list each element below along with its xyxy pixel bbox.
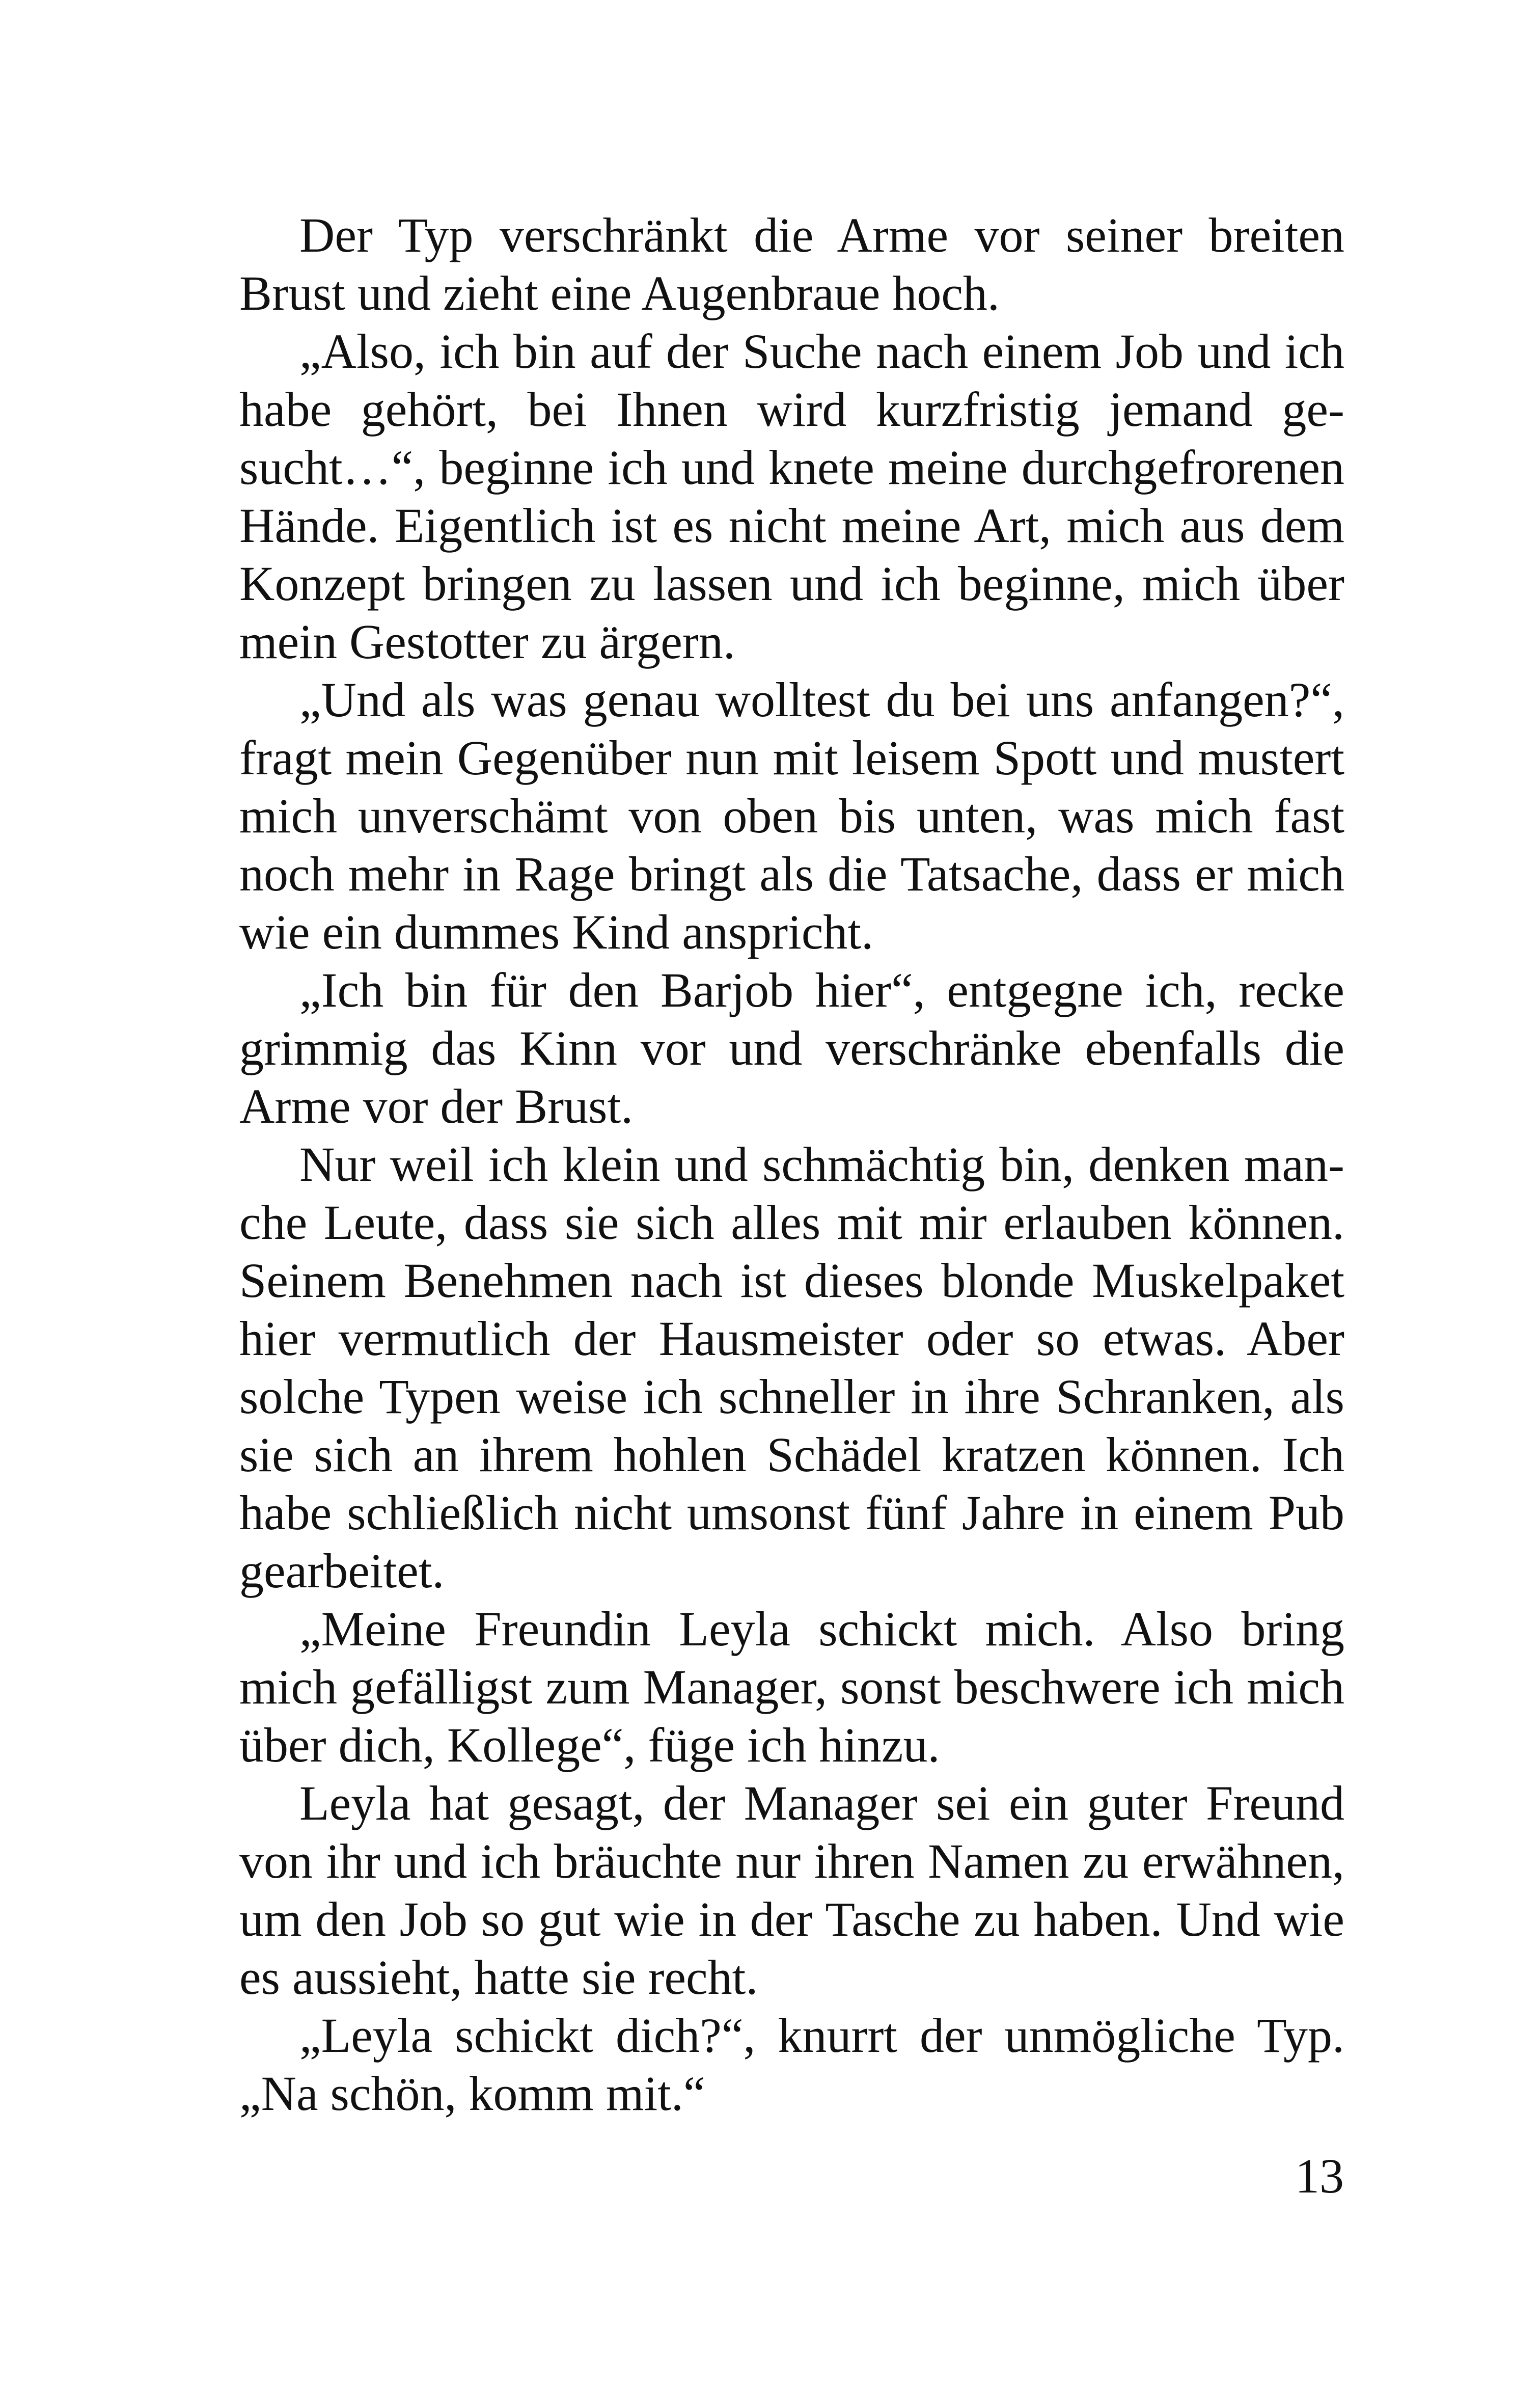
paragraph: Nur weil ich klein und schmächtig bin, denken manche Leute, dass sie sich alles mit mir erlauben können. Seinem Benehmen nach ist dieses blonde Muskelpaket hier vermutlich der Hausmeister oder so etwas. Aber solche Typen weise ich schneller in ihre Schranken, als sie sich an ihrem hohlen Schädel kratzen können. Ich habe schließlich nicht umsonst fünf Jahre in einem Pub gearbeitet. bbox=[239, 1137, 1344, 1598]
paragraph: „Ich bin für den Barjob hier“, entgegne ich, recke grimmig das Kinn vor und verschränke ebenfalls die Arme vor der Brust. bbox=[239, 963, 1344, 1133]
paragraph: Leyla hat gesagt, der Manager sei ein guter Freund von ihr und ich bräuchte nur ihren Namen zu erwähnen, um den Job so gut wie in der Tasche zu haben. Und wie es aussieht, hatte sie recht. bbox=[239, 1776, 1344, 2005]
body-text bbox=[239, 206, 1344, 2123]
page-number: 13 bbox=[1295, 2149, 1344, 2203]
paragraph: „Also, ich bin auf der Suche nach einem Job und ich habe gehört, bei Ihnen wird kurzfristig jemand gesucht…“, beginne ich und knete meine durchgefrorenen Hände. Eigentlich ist es nicht meine Art, mich aus dem Konzept bringen zu lassen und ich beginne, mich über mein Gestotter zu ärgern. bbox=[239, 324, 1344, 669]
paragraph: „Und als was genau wolltest du bei uns anfangen?“, fragt mein Gegenüber nun mit leisem Spott und mustert mich unverschämt von oben bis unten, was mich fast noch mehr in Rage bringt als die Tatsache, dass er mich wie ein dummes Kind anspricht. bbox=[239, 672, 1344, 959]
paragraph: „Leyla schickt dich?“, knurrt der unmögliche Typ. „Na schön, komm mit.“ bbox=[239, 2008, 1344, 2121]
paragraph: Der Typ verschränkt die Arme vor seiner breiten Brust und zieht eine Augenbraue hoch. bbox=[239, 208, 1344, 320]
paragraph: „Meine Freundin Leyla schickt mich. Also bring mich gefälligst zum Manager, sonst beschwere ich mich über dich, Kollege“, füge ich hinzu. bbox=[239, 1602, 1344, 1772]
